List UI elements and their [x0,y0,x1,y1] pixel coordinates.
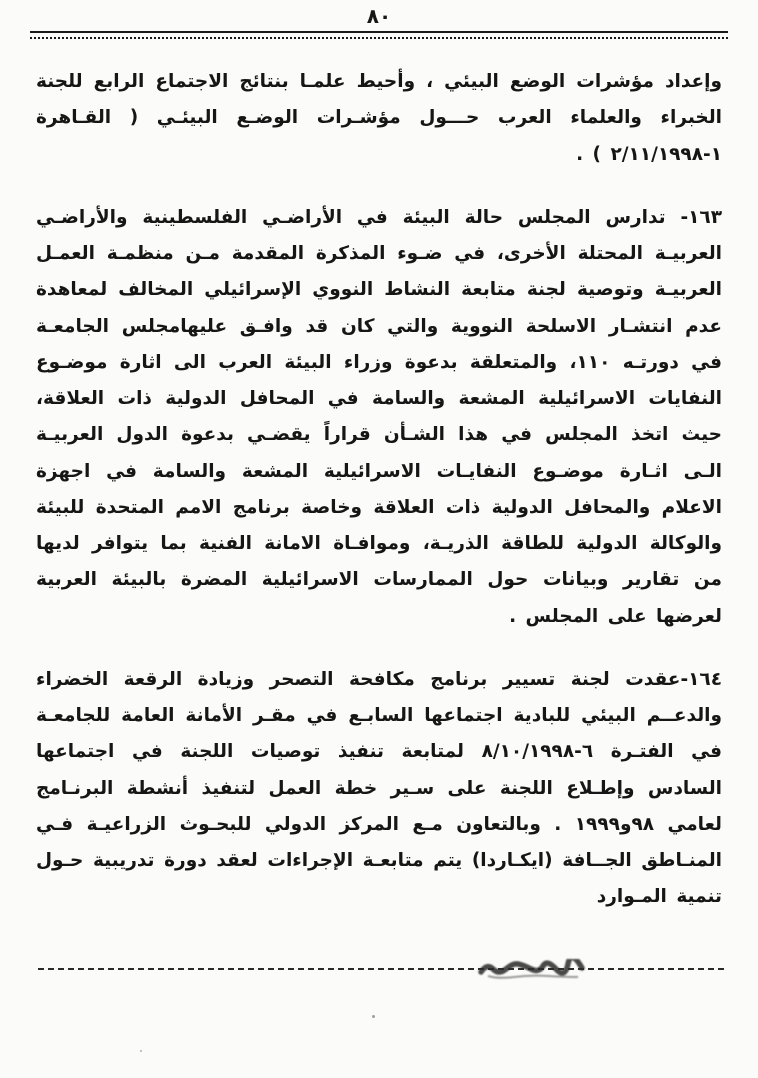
paragraph-number: ١٦٤- [680,668,722,690]
header-rule-solid [30,31,728,33]
document-body [36,64,722,916]
scan-noise-speck [140,1050,142,1052]
paragraph-164 [36,662,722,916]
paragraph-163 [36,200,722,635]
paragraph-text: وإعداد مؤشرات الوضع البيئي ، وأحيط علمـا بنتائج الاجتماع الرابع للجنة الخبراء والعلماء العرب حـــول مؤشـرات الوضـع البيئـي ( القـاهرة ١-٢/١١/١٩٩٨ ) . [36,71,722,165]
scan-noise-speck [372,1015,375,1018]
header-divider [30,31,728,39]
footer-divider [38,968,724,970]
paragraph-text: تدارس المجلس حالة البيئة في الأراضـي الفلسطينية والأراضـي العربيـة المحتلة الأخرى، في ضـوء المذكرة المقدمة مـن منظمـة العمـل العربيـة وتوصية لجنة متابعة النشاط النووي الإسرائيلي المخالف لمعاهدة عدم انتشـار الاسلحة النووية والتي كان قد وافـق عليهامجلس الجامعـة في دورتـه ١١٠، والمتعلقة بدعوة وزراء البيئة العرب الى اثارة موضـوع النفايات الاسرائيلية المشعة والسامة في المحافل الدولية ذات العلاقة، حيث اتخذ المجلس في هذا الشـأن قراراً يقضـي بدعوة الدول العربيـة الـى اثـارة موضـوع النفايـات الاسرائيلية المشعة والسامة في اجهزة الاعلام والمحافل الدولية ذات العلاقة وخاصة برنامج الامم المتحدة للبيئة والوكالة الدولية للطاقة الذريـة، وموافـاة الامانة الفنية بما يتوافر لديها من تقارير وبيانات حول الممارسات الاسرائيلية المضرة بالبيئة العربية لعرضها على المجلس . [36,206,722,627]
header-rule-dotted [30,37,728,39]
ink-smudge-stamp [478,959,590,981]
paragraph-continuation [36,64,722,173]
paragraph-number: ١٦٣- [665,206,722,228]
paragraph-text: عقدت لجنة تسيير برنامج مكافحة التصحر وزيادة الرقعة الخضراء والدعــم البيئي للبادية اجتماعها السابـع في مقـر الأمانة العامة للجامعـة في الفتـرة ٦-٨/١٠/١٩٩٨ لمتابعة تنفيذ توصيات اللجنة في اجتماعها السادس وإطـلاع اللجنة على سـير خطة العمل لتنفيذ أنشطة البرنـامج لعامي ٩٨و١٩٩٩ . وبالتعاون مـع المركز الدولي للبحـوث الزراعيـة فـي المنـاطق الجــافة (ايكـاردا) يتم متابعـة الإجراءات لعقد دورة تدريبية حـول تنمية المـوارد [36,668,722,908]
page-number: ٨٠ [366,4,392,28]
